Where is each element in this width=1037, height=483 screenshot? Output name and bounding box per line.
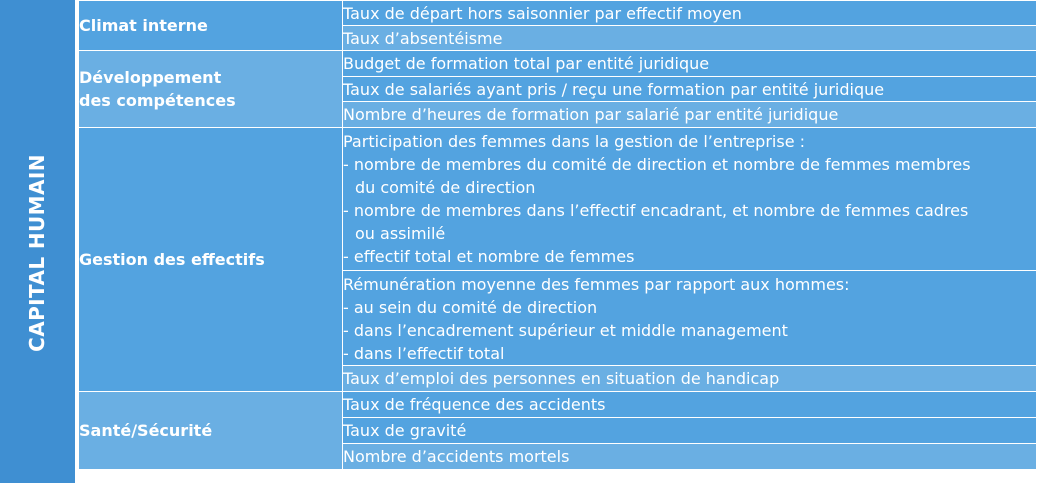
remuneration-bullet: - au sein du comité de direction (343, 298, 598, 317)
participation-bullet: - nombre de membres dans l’effectif encadrant, et nombre de femmes cadres (343, 201, 969, 220)
indicator-cell: Nombre d’accidents mortels (343, 444, 1037, 470)
participation-bullet-continuation: ou assimilé (355, 224, 446, 243)
category-developpement-competences (79, 51, 343, 128)
category-line: des compétences (79, 91, 236, 110)
table-row (79, 1, 1037, 26)
participation-bullet: - effectif total et nombre de femmes (343, 247, 635, 266)
remuneration-bullet: - dans l’effectif total (343, 344, 505, 363)
category-climat-interne: Climat interne (79, 1, 343, 51)
indicators-table (78, 0, 1037, 470)
participation-femmes-cell (343, 128, 1037, 271)
table-row (79, 392, 1037, 418)
category-line: Développement (79, 68, 222, 87)
table-row (79, 51, 1037, 77)
capital-humain-sidebar (0, 0, 75, 483)
indicator-cell: Taux d’absentéisme (343, 26, 1037, 51)
participation-title: Participation des femmes dans la gestion de l’entreprise : (343, 132, 806, 151)
remuneration-title: Rémunération moyenne des femmes par rapport aux hommes: (343, 275, 850, 294)
indicator-cell: Taux de départ hors saisonnier par effectif moyen (343, 1, 1037, 26)
indicator-cell: Taux de fréquence des accidents (343, 392, 1037, 418)
category-sante-securite: Santé/Sécurité (79, 392, 343, 470)
indicator-cell: Taux d’emploi des personnes en situation de handicap (343, 366, 1037, 392)
participation-bullet-continuation: du comité de direction (355, 178, 536, 197)
indicator-cell: Nombre d’heures de formation par salarié par entité juridique (343, 102, 1037, 128)
sidebar-title: CAPITAL HUMAIN (25, 154, 49, 352)
indicator-cell: Taux de gravité (343, 418, 1037, 444)
remuneration-bullet: - dans l’encadrement supérieur et middle management (343, 321, 788, 340)
remuneration-femmes-cell (343, 271, 1037, 366)
table-row (79, 128, 1037, 271)
indicator-cell: Taux de salariés ayant pris / reçu une formation par entité juridique (343, 77, 1037, 102)
indicator-cell: Budget de formation total par entité juridique (343, 51, 1037, 77)
participation-bullet: - nombre de membres du comité de direction et nombre de femmes membres (343, 155, 971, 174)
category-gestion-effectifs: Gestion des effectifs (79, 128, 343, 392)
